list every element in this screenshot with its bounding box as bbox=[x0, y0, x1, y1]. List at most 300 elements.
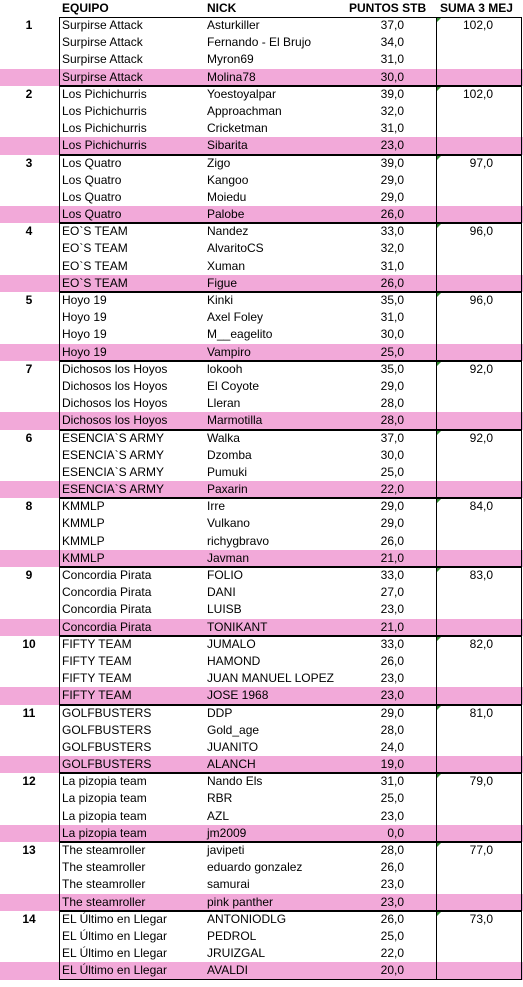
points-cell[interactable]: 31,0 bbox=[380, 310, 404, 325]
points-cell[interactable]: 39,0 bbox=[380, 86, 404, 101]
team-name-cell[interactable]: La pizopia team bbox=[62, 808, 147, 823]
column-divider bbox=[521, 223, 522, 292]
nick-cell[interactable]: richygbravo bbox=[207, 533, 270, 548]
row-divider bbox=[59, 842, 522, 843]
team-block bbox=[0, 223, 523, 292]
points-cell[interactable]: 33,0 bbox=[380, 568, 404, 582]
team-name-cell[interactable]: ESENCIA`S ARMY bbox=[62, 447, 165, 462]
nick-cell[interactable]: Dzomba bbox=[207, 447, 252, 462]
team-rank: 3 bbox=[25, 155, 33, 170]
team-block bbox=[0, 705, 523, 774]
nick-cell[interactable]: Pumuki bbox=[207, 464, 248, 479]
team-name-cell[interactable]: Dichosos los Hoyos bbox=[62, 396, 168, 411]
nick-cell[interactable]: Vulkano bbox=[207, 516, 250, 531]
points-cell[interactable]: 26,0 bbox=[380, 275, 404, 290]
points-cell[interactable]: 31,0 bbox=[380, 52, 404, 67]
points-cell[interactable]: 39,0 bbox=[380, 155, 404, 170]
player-row[interactable] bbox=[0, 69, 523, 86]
row-divider bbox=[59, 223, 522, 224]
points-cell[interactable]: 25,0 bbox=[380, 464, 404, 479]
team-rank: 12 bbox=[22, 774, 36, 789]
player-row[interactable] bbox=[0, 859, 523, 876]
points-cell[interactable]: 28,0 bbox=[380, 722, 404, 737]
column-divider bbox=[436, 567, 437, 636]
nick-cell[interactable]: Yoestoyalpar bbox=[207, 86, 276, 101]
team-name-cell[interactable]: Hoyo 19 bbox=[62, 293, 107, 307]
row-divider bbox=[59, 86, 522, 87]
nick-cell[interactable]: Walka bbox=[207, 430, 240, 445]
team-name-cell[interactable]: La pizopia team bbox=[62, 825, 147, 840]
nick-cell[interactable]: Approachman bbox=[207, 103, 282, 118]
team-name-cell[interactable]: The steamroller bbox=[62, 894, 146, 909]
player-row[interactable] bbox=[0, 790, 523, 807]
nick-cell[interactable]: HAMOND bbox=[207, 653, 261, 668]
team-name-cell[interactable]: FIFTY TEAM bbox=[62, 688, 132, 703]
nick-cell[interactable]: Sibarita bbox=[207, 138, 248, 153]
team-name-cell[interactable]: La pizopia team bbox=[62, 791, 147, 806]
player-row[interactable] bbox=[0, 326, 523, 343]
nick-cell[interactable]: Vampiro bbox=[207, 344, 251, 359]
player-row[interactable] bbox=[0, 601, 523, 618]
team-total[interactable]: 81,0 bbox=[469, 705, 493, 720]
row-divider bbox=[59, 911, 522, 912]
player-row[interactable] bbox=[0, 34, 523, 51]
team-name-cell[interactable]: GOLFBUSTERS bbox=[62, 705, 152, 720]
points-cell[interactable]: 29,0 bbox=[380, 378, 404, 393]
points-cell[interactable]: 22,0 bbox=[380, 946, 404, 961]
points-cell[interactable]: 26,0 bbox=[380, 533, 404, 548]
team-name-cell[interactable]: Concordia Pirata bbox=[62, 619, 152, 634]
row-divider bbox=[59, 979, 522, 980]
row-divider bbox=[59, 636, 522, 637]
player-row[interactable] bbox=[0, 275, 523, 292]
team-name-cell[interactable]: KMMLP bbox=[62, 499, 105, 514]
column-divider bbox=[521, 842, 522, 911]
points-cell[interactable]: 23,0 bbox=[380, 671, 404, 686]
player-row[interactable] bbox=[0, 378, 523, 395]
nick-cell[interactable]: RBR bbox=[207, 791, 233, 806]
nick-cell[interactable]: JRUIZGAL bbox=[207, 946, 266, 961]
nick-cell[interactable]: eduardo gonzalez bbox=[207, 860, 303, 875]
player-row[interactable] bbox=[0, 120, 523, 137]
team-rank: 8 bbox=[25, 499, 33, 514]
points-cell[interactable]: 26,0 bbox=[380, 860, 404, 875]
team-name-cell[interactable]: Concordia Pirata bbox=[62, 602, 152, 617]
team-name-cell[interactable]: GOLFBUSTERS bbox=[62, 722, 152, 737]
nick-cell[interactable]: JUAN MANUEL LOPEZ bbox=[207, 671, 334, 686]
column-divider bbox=[436, 17, 437, 86]
team-name-cell[interactable]: ESENCIA`S ARMY bbox=[62, 464, 165, 479]
player-row[interactable] bbox=[0, 739, 523, 756]
column-divider bbox=[59, 567, 60, 636]
points-cell[interactable]: 0,0 bbox=[387, 825, 404, 840]
points-cell[interactable]: 23,0 bbox=[380, 877, 404, 892]
team-name-cell[interactable]: Surpirse Attack bbox=[62, 52, 143, 67]
points-cell[interactable]: 29,0 bbox=[380, 516, 404, 531]
team-total[interactable]: 92,0 bbox=[469, 361, 493, 376]
player-row[interactable] bbox=[0, 876, 523, 893]
nick-cell[interactable]: Marmotilla bbox=[207, 413, 263, 428]
points-cell[interactable]: 28,0 bbox=[380, 413, 404, 428]
player-row[interactable] bbox=[0, 137, 523, 154]
column-divider bbox=[59, 361, 60, 430]
points-cell[interactable]: 25,0 bbox=[380, 344, 404, 359]
header-equipo: EQUIPO bbox=[62, 1, 109, 15]
team-name-cell[interactable]: EL Último en Llegar bbox=[62, 911, 167, 926]
nick-cell[interactable]: Irre bbox=[207, 499, 225, 514]
player-row[interactable] bbox=[0, 756, 523, 773]
player-row[interactable] bbox=[0, 670, 523, 687]
column-divider bbox=[436, 773, 437, 842]
nick-cell[interactable]: M__eagelito bbox=[207, 327, 273, 342]
team-rank: 4 bbox=[25, 224, 33, 239]
nick-cell[interactable]: El Coyote bbox=[207, 378, 260, 393]
team-name-cell[interactable]: GOLFBUSTERS bbox=[62, 757, 152, 772]
row-divider bbox=[59, 705, 522, 706]
team-name-cell[interactable]: EL Último en Llegar bbox=[62, 946, 167, 961]
team-block bbox=[0, 292, 523, 361]
player-row[interactable] bbox=[0, 447, 523, 464]
player-row[interactable] bbox=[0, 309, 523, 326]
column-divider bbox=[436, 155, 437, 224]
points-cell[interactable]: 30,0 bbox=[380, 327, 404, 342]
team-name-cell[interactable]: Dichosos los Hoyos bbox=[62, 413, 168, 428]
points-cell[interactable]: 26,0 bbox=[380, 653, 404, 668]
team-name-cell[interactable]: Los Quatro bbox=[62, 172, 122, 187]
nick-cell[interactable]: Kinki bbox=[207, 293, 234, 307]
team-name-cell[interactable]: EL Último en Llegar bbox=[62, 963, 167, 978]
team-rank: 14 bbox=[22, 911, 36, 926]
nick-cell[interactable]: Asturkiller bbox=[207, 18, 260, 32]
team-rank: 6 bbox=[25, 430, 33, 445]
team-rank: 5 bbox=[25, 293, 33, 307]
team-total[interactable]: 83,0 bbox=[469, 568, 493, 582]
points-cell[interactable]: 32,0 bbox=[380, 103, 404, 118]
team-name-cell[interactable]: FIFTY TEAM bbox=[62, 671, 132, 686]
row-divider bbox=[59, 430, 522, 431]
team-block bbox=[0, 498, 523, 567]
team-name-cell[interactable]: EO`S TEAM bbox=[62, 275, 128, 290]
nick-cell[interactable]: DDP bbox=[207, 705, 233, 720]
team-name-cell[interactable]: Surpirse Attack bbox=[62, 35, 143, 50]
nick-cell[interactable]: Molina78 bbox=[207, 69, 256, 84]
team-name-cell[interactable]: Los Pichichurris bbox=[62, 121, 147, 136]
team-name-cell[interactable]: FIFTY TEAM bbox=[62, 636, 132, 651]
team-rank: 13 bbox=[22, 843, 36, 857]
player-row[interactable] bbox=[0, 584, 523, 601]
team-name-cell[interactable]: KMMLP bbox=[62, 516, 105, 531]
player-row[interactable] bbox=[0, 894, 523, 911]
team-total[interactable]: 96,0 bbox=[469, 293, 493, 307]
column-divider bbox=[59, 498, 60, 567]
nick-cell[interactable]: pink panther bbox=[207, 894, 274, 909]
nick-cell[interactable]: AlvaritoCS bbox=[207, 241, 264, 256]
points-cell[interactable]: 20,0 bbox=[380, 963, 404, 978]
team-name-cell[interactable]: KMMLP bbox=[62, 550, 105, 565]
header-suma: SUMA 3 MEJ bbox=[440, 1, 513, 15]
points-cell[interactable]: 31,0 bbox=[380, 121, 404, 136]
nick-cell[interactable]: jm2009 bbox=[207, 825, 247, 840]
team-rank: 11 bbox=[22, 705, 36, 720]
points-cell[interactable]: 25,0 bbox=[380, 791, 404, 806]
team-name-cell[interactable]: Hoyo 19 bbox=[62, 327, 107, 342]
player-row[interactable] bbox=[0, 51, 523, 68]
points-cell[interactable]: 30,0 bbox=[380, 447, 404, 462]
nick-cell[interactable]: JUMALO bbox=[207, 636, 256, 651]
nick-cell[interactable]: lokooh bbox=[207, 361, 243, 376]
team-name-cell[interactable]: Hoyo 19 bbox=[62, 344, 107, 359]
header-puntos: PUNTOS STB bbox=[349, 1, 427, 15]
column-divider bbox=[59, 292, 60, 361]
points-cell[interactable]: 23,0 bbox=[380, 808, 404, 823]
nick-cell[interactable]: AZL bbox=[207, 808, 230, 823]
nick-cell[interactable]: Lleran bbox=[207, 396, 241, 411]
column-divider bbox=[521, 911, 522, 980]
points-cell[interactable]: 21,0 bbox=[380, 550, 404, 565]
points-cell[interactable]: 23,0 bbox=[380, 688, 404, 703]
team-total[interactable]: 79,0 bbox=[469, 774, 493, 789]
nick-cell[interactable]: Cricketman bbox=[207, 121, 268, 136]
nick-cell[interactable]: AVALDI bbox=[207, 963, 248, 978]
nick-cell[interactable]: Nandez bbox=[207, 224, 249, 239]
team-name-cell[interactable]: Surpirse Attack bbox=[62, 18, 143, 32]
nick-cell[interactable]: Kangoo bbox=[207, 172, 249, 187]
nick-cell[interactable]: Paxarin bbox=[207, 482, 248, 497]
points-cell[interactable]: 29,0 bbox=[380, 189, 404, 204]
team-name-cell[interactable]: ESENCIA`S ARMY bbox=[62, 482, 165, 497]
points-cell[interactable]: 37,0 bbox=[380, 18, 404, 32]
nick-cell[interactable]: Nando Els bbox=[207, 774, 263, 789]
column-divider bbox=[521, 361, 522, 430]
header-nick: NICK bbox=[207, 1, 237, 15]
points-cell[interactable]: 23,0 bbox=[380, 894, 404, 909]
player-row[interactable] bbox=[0, 533, 523, 550]
points-cell[interactable]: 25,0 bbox=[380, 928, 404, 943]
player-row[interactable] bbox=[0, 825, 523, 842]
player-row[interactable] bbox=[0, 653, 523, 670]
team-name-cell[interactable]: KMMLP bbox=[62, 533, 105, 548]
team-total[interactable]: 96,0 bbox=[469, 224, 493, 239]
team-total[interactable]: 84,0 bbox=[469, 499, 493, 514]
player-row[interactable] bbox=[0, 189, 523, 206]
team-block bbox=[0, 17, 523, 86]
points-cell[interactable]: 29,0 bbox=[380, 499, 404, 514]
team-name-cell[interactable]: Los Pichichurris bbox=[62, 138, 147, 153]
column-divider bbox=[59, 773, 60, 842]
points-cell[interactable]: 21,0 bbox=[380, 619, 404, 634]
team-name-cell[interactable]: Surpirse Attack bbox=[62, 69, 143, 84]
player-row[interactable] bbox=[0, 928, 523, 945]
column-divider bbox=[59, 223, 60, 292]
team-block bbox=[0, 911, 523, 980]
team-total[interactable]: 73,0 bbox=[469, 911, 493, 926]
player-row[interactable] bbox=[0, 481, 523, 498]
column-divider bbox=[436, 86, 437, 155]
points-cell[interactable]: 26,0 bbox=[380, 207, 404, 222]
nick-cell[interactable]: Myron69 bbox=[207, 52, 254, 67]
nick-cell[interactable]: JOSE 1968 bbox=[207, 688, 269, 703]
team-name-cell[interactable]: La pizopia team bbox=[62, 774, 147, 789]
column-divider bbox=[436, 842, 437, 911]
nick-cell[interactable]: LUISB bbox=[207, 602, 242, 617]
column-divider bbox=[521, 705, 522, 774]
team-block bbox=[0, 430, 523, 499]
team-name-cell[interactable]: EO`S TEAM bbox=[62, 241, 128, 256]
team-name-cell[interactable]: EL Último en Llegar bbox=[62, 928, 167, 943]
column-divider bbox=[521, 498, 522, 567]
nick-cell[interactable]: Gold_age bbox=[207, 722, 260, 737]
team-block bbox=[0, 361, 523, 430]
player-row[interactable] bbox=[0, 808, 523, 825]
points-cell[interactable]: 22,0 bbox=[380, 482, 404, 497]
nick-cell[interactable]: Zigo bbox=[207, 155, 231, 170]
player-row[interactable] bbox=[0, 687, 523, 704]
team-name-cell[interactable]: Los Quatro bbox=[62, 189, 122, 204]
column-divider bbox=[521, 773, 522, 842]
points-cell[interactable]: 34,0 bbox=[380, 35, 404, 50]
column-divider bbox=[59, 911, 60, 980]
team-total[interactable]: 102,0 bbox=[462, 18, 493, 32]
row-divider bbox=[59, 292, 522, 293]
nick-cell[interactable]: Figue bbox=[207, 275, 238, 290]
points-cell[interactable]: 28,0 bbox=[380, 396, 404, 411]
points-cell[interactable]: 31,0 bbox=[380, 258, 404, 273]
points-cell[interactable]: 28,0 bbox=[380, 843, 404, 857]
points-cell[interactable]: 33,0 bbox=[380, 224, 404, 239]
player-row[interactable] bbox=[0, 206, 523, 223]
column-divider bbox=[436, 292, 437, 361]
points-cell[interactable]: 19,0 bbox=[380, 757, 404, 772]
column-divider bbox=[59, 17, 60, 86]
player-row[interactable] bbox=[0, 945, 523, 962]
team-name-cell[interactable]: Concordia Pirata bbox=[62, 568, 152, 582]
nick-cell[interactable]: DANI bbox=[207, 585, 236, 600]
column-divider bbox=[436, 498, 437, 567]
nick-cell[interactable]: JUANITO bbox=[207, 739, 259, 754]
player-row[interactable] bbox=[0, 258, 523, 275]
nick-cell[interactable]: PEDROL bbox=[207, 928, 257, 943]
team-name-cell[interactable]: ESENCIA`S ARMY bbox=[62, 430, 165, 445]
points-cell[interactable]: 33,0 bbox=[380, 636, 404, 651]
nick-cell[interactable]: TONIKANT bbox=[207, 619, 268, 634]
nick-cell[interactable]: Axel Foley bbox=[207, 310, 264, 325]
player-row[interactable] bbox=[0, 103, 523, 120]
points-cell[interactable]: 24,0 bbox=[380, 739, 404, 754]
team-block bbox=[0, 636, 523, 705]
team-name-cell[interactable]: The steamroller bbox=[62, 860, 146, 875]
player-row[interactable] bbox=[0, 395, 523, 412]
points-cell[interactable]: 35,0 bbox=[380, 361, 404, 376]
team-name-cell[interactable]: Hoyo 19 bbox=[62, 310, 107, 325]
team-name-cell[interactable]: Dichosos los Hoyos bbox=[62, 361, 168, 376]
nick-cell[interactable]: Fernando - El Brujo bbox=[207, 35, 312, 50]
team-total[interactable]: 92,0 bbox=[469, 430, 493, 445]
player-row[interactable] bbox=[0, 464, 523, 481]
row-divider bbox=[59, 17, 522, 18]
player-row[interactable] bbox=[0, 550, 523, 567]
player-row[interactable] bbox=[0, 962, 523, 979]
team-list bbox=[0, 17, 523, 980]
team-total[interactable]: 102,0 bbox=[462, 86, 493, 101]
team-name-cell[interactable]: FIFTY TEAM bbox=[62, 653, 132, 668]
team-block bbox=[0, 567, 523, 636]
team-name-cell[interactable]: EO`S TEAM bbox=[62, 224, 128, 239]
column-divider bbox=[521, 155, 522, 224]
team-total[interactable]: 82,0 bbox=[469, 636, 493, 651]
team-name-cell[interactable]: Concordia Pirata bbox=[62, 585, 152, 600]
nick-cell[interactable]: ALANCH bbox=[207, 757, 256, 772]
column-divider bbox=[436, 361, 437, 430]
column-divider bbox=[436, 223, 437, 292]
points-cell[interactable]: 35,0 bbox=[380, 293, 404, 307]
player-row[interactable] bbox=[0, 344, 523, 361]
nick-cell[interactable]: Palobe bbox=[207, 207, 245, 222]
team-name-cell[interactable]: GOLFBUSTERS bbox=[62, 739, 152, 754]
player-row[interactable] bbox=[0, 619, 523, 636]
team-total[interactable]: 77,0 bbox=[469, 843, 493, 857]
points-cell[interactable]: 29,0 bbox=[380, 705, 404, 720]
column-divider bbox=[521, 636, 522, 705]
column-divider bbox=[436, 430, 437, 499]
row-divider bbox=[59, 361, 522, 362]
row-divider bbox=[59, 498, 522, 499]
points-cell[interactable]: 31,0 bbox=[380, 774, 404, 789]
column-divider bbox=[59, 705, 60, 774]
player-row[interactable] bbox=[0, 172, 523, 189]
column-divider bbox=[436, 705, 437, 774]
team-rank: 9 bbox=[25, 568, 33, 582]
row-divider bbox=[59, 773, 522, 774]
team-rank: 10 bbox=[22, 636, 36, 651]
points-cell[interactable]: 27,0 bbox=[380, 585, 404, 600]
team-name-cell[interactable]: The steamroller bbox=[62, 843, 146, 857]
team-block bbox=[0, 86, 523, 155]
nick-cell[interactable]: Javman bbox=[207, 550, 250, 565]
player-row[interactable] bbox=[0, 722, 523, 739]
player-row[interactable] bbox=[0, 412, 523, 429]
column-divider bbox=[521, 567, 522, 636]
team-name-cell[interactable]: Dichosos los Hoyos bbox=[62, 378, 168, 393]
points-cell[interactable]: 26,0 bbox=[380, 911, 404, 926]
points-cell[interactable]: 37,0 bbox=[380, 430, 404, 445]
nick-cell[interactable]: samurai bbox=[207, 877, 250, 892]
points-cell[interactable]: 32,0 bbox=[380, 241, 404, 256]
points-cell[interactable]: 29,0 bbox=[380, 172, 404, 187]
row-divider bbox=[59, 567, 522, 568]
team-name-cell[interactable]: Los Pichichurris bbox=[62, 103, 147, 118]
column-divider bbox=[521, 86, 522, 155]
nick-cell[interactable]: ANTONIODLG bbox=[207, 911, 287, 926]
team-total[interactable]: 97,0 bbox=[469, 155, 493, 170]
points-cell[interactable]: 23,0 bbox=[380, 602, 404, 617]
column-divider bbox=[59, 155, 60, 224]
team-rank: 1 bbox=[25, 18, 33, 32]
team-rank: 2 bbox=[25, 86, 33, 101]
team-name-cell[interactable]: Los Quatro bbox=[62, 155, 122, 170]
points-cell[interactable]: 30,0 bbox=[380, 69, 404, 84]
player-row[interactable] bbox=[0, 515, 523, 532]
nick-cell[interactable]: Xuman bbox=[207, 258, 246, 273]
team-name-cell[interactable]: Los Quatro bbox=[62, 207, 122, 222]
nick-cell[interactable]: javipeti bbox=[207, 843, 245, 857]
player-row[interactable] bbox=[0, 240, 523, 257]
points-cell[interactable]: 23,0 bbox=[380, 138, 404, 153]
team-name-cell[interactable]: EO`S TEAM bbox=[62, 258, 128, 273]
nick-cell[interactable]: Moiedu bbox=[207, 189, 247, 204]
team-name-cell[interactable]: Los Pichichurris bbox=[62, 86, 147, 101]
team-name-cell[interactable]: The steamroller bbox=[62, 877, 146, 892]
nick-cell[interactable]: FOLIO bbox=[207, 568, 244, 582]
